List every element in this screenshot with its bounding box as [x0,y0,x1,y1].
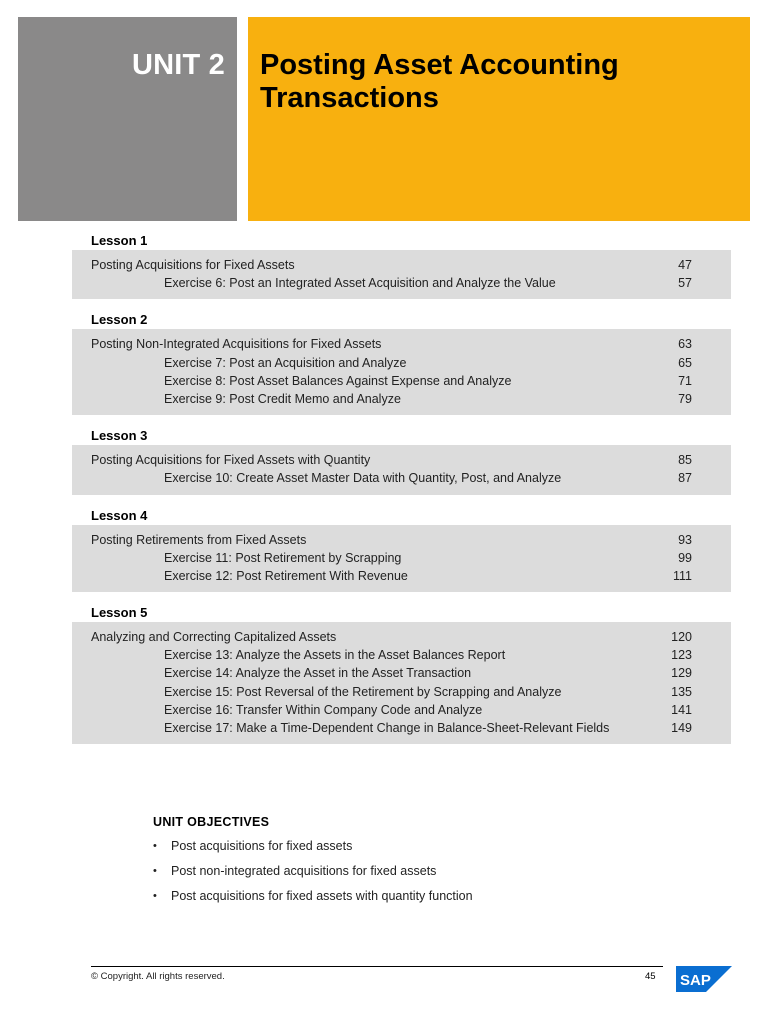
exercise-entry [72,372,731,390]
lesson-entry [72,335,731,353]
exercise-entry [72,567,731,585]
lesson-title: Lesson 5 [91,605,148,621]
unit-banner [18,17,237,221]
exercise-title: Exercise 7: Post an Acquisition and Analyze [164,355,407,370]
page-reference: 57 [678,276,692,291]
page-reference: 135 [671,684,692,699]
footer-divider [91,966,663,967]
exercise-entry [72,354,731,372]
unit-label: UNIT 2 [131,49,225,81]
lesson-contents [72,329,731,415]
lesson-title: Lesson 1 [91,233,148,248]
objective-text: Post non-integrated acquisitions for fixed assets [171,864,437,878]
exercise-entry [72,646,731,664]
page-reference: 129 [671,666,692,681]
page-reference: 79 [678,391,692,406]
exercise-title: Exercise 16: Transfer Within Company Code and Analyze [164,702,483,717]
unit-objectives [153,815,713,913]
lesson-topic: Posting Non-Integrated Acquisitions for Fixed Assets [91,337,382,352]
exercise-entry [72,719,731,737]
lesson-section [72,232,731,299]
page-reference: 87 [678,471,692,486]
lesson-topic: Posting Acquisitions for Fixed Assets with Quantity [91,453,371,468]
title-banner [248,17,750,221]
exercise-title: Exercise 14: Analyze the Asset in the Asset Transaction [164,666,472,681]
lesson-topic: Posting Retirements from Fixed Assets [91,532,307,547]
exercise-title: Exercise 17: Make a Time-Dependent Change in Balance-Sheet-Relevant Fields [164,721,610,735]
lesson-topic: Posting Acquisitions for Fixed Assets [91,258,295,272]
lesson-title: Lesson 3 [91,428,148,444]
lesson-section [72,604,731,744]
exercise-title: Exercise 13: Analyze the Assets in the Asset Balances Report [164,648,506,663]
exercise-title: Exercise 9: Post Credit Memo and Analyze [164,391,401,406]
lesson-entry [72,531,731,549]
page-reference: 123 [671,648,692,663]
lesson-contents [72,622,731,744]
page-reference: 99 [678,550,692,565]
page-reference: 111 [672,568,692,583]
exercise-entry [72,701,731,719]
objective-text: Post acquisitions for fixed assets [171,839,353,853]
sap-logo [676,966,732,997]
lesson-section [72,507,731,593]
page-number: 45 [645,971,656,982]
objectives-list [153,838,713,913]
page-reference: 93 [678,532,692,547]
exercise-title: Exercise 11: Post Retirement by Scrapping [164,550,402,565]
page-reference: 47 [678,258,692,272]
lesson-section [72,427,731,494]
bullet-icon: • [153,890,157,902]
objective-item [153,863,713,888]
page-reference: 71 [678,373,692,388]
lesson-section [72,311,731,415]
exercise-title: Exercise 8: Post Asset Balances Against Expense and Analyze [164,373,512,388]
objective-item [153,838,713,863]
page-reference: 149 [671,721,692,735]
lesson-entry [72,628,731,646]
objective-text: Post acquisitions for fixed assets with quantity function [171,889,473,903]
page-reference: 141 [671,702,692,717]
unit-title: Posting Asset Accounting Transactions [260,49,619,114]
lessons-list [72,232,731,756]
sap-logo-icon [676,966,732,992]
lesson-contents [72,525,731,593]
objectives-heading: UNIT OBJECTIVES [153,815,270,829]
lesson-entry [72,451,731,469]
exercise-title: Exercise 6: Post an Integrated Asset Acquisition and Analyze the Value [164,276,556,291]
exercise-entry [72,683,731,701]
exercise-entry [72,664,731,682]
exercise-title: Exercise 12: Post Retirement With Revenue [164,568,408,583]
sap-logo-text: SAP [680,972,711,989]
page-reference: 65 [678,355,692,370]
bullet-icon: • [153,865,157,877]
page-reference: 120 [671,630,692,645]
exercise-title: Exercise 10: Create Asset Master Data with Quantity, Post, and Analyze [164,471,562,486]
exercise-entry [72,274,731,292]
objective-item [153,888,713,913]
exercise-entry [72,549,731,567]
lesson-entry [72,256,731,274]
exercise-title: Exercise 15: Post Reversal of the Retirement by Scrapping and Analyze [164,684,562,699]
lesson-title: Lesson 4 [91,507,148,523]
exercise-entry [72,469,731,487]
exercise-entry [72,390,731,408]
page-reference: 85 [678,453,692,468]
page-reference: 63 [678,337,692,352]
copyright-text: © Copyright. All rights reserved. [91,971,225,982]
lesson-contents [72,445,731,494]
lesson-contents [72,250,731,299]
lesson-title: Lesson 2 [91,312,148,328]
lesson-topic: Analyzing and Correcting Capitalized Assets [91,630,337,645]
bullet-icon: • [153,840,157,852]
